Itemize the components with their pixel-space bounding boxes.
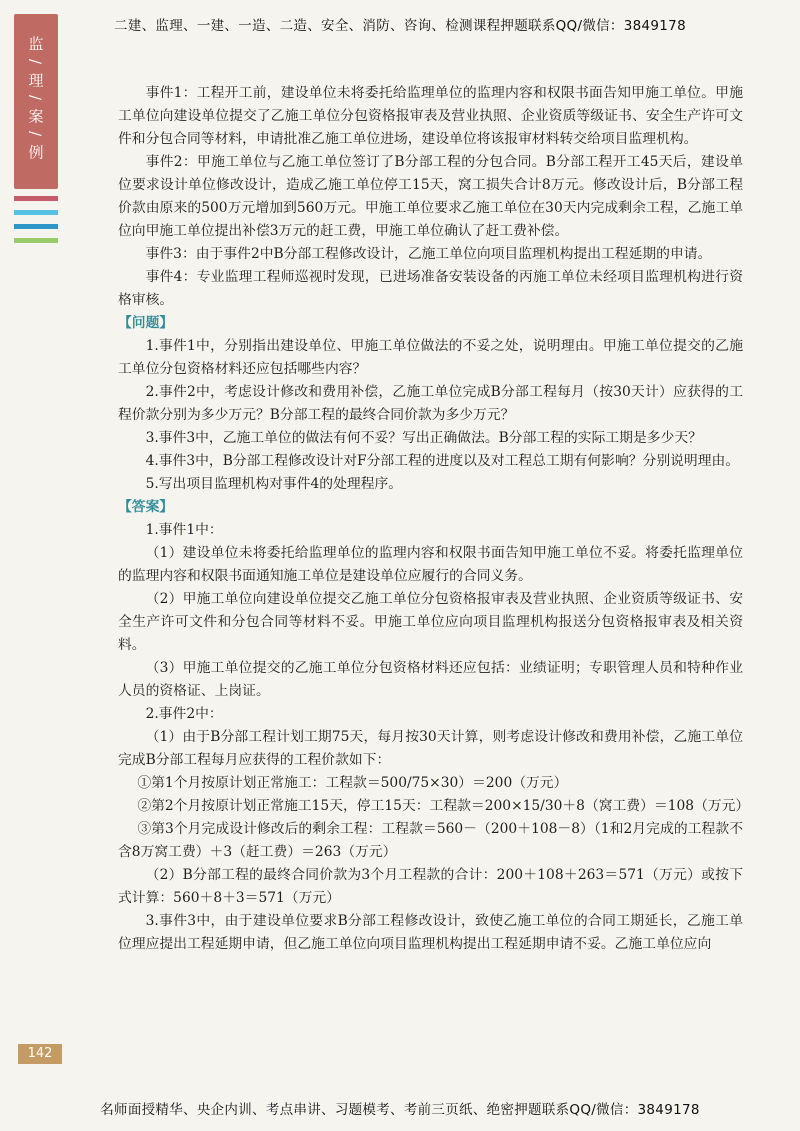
page-number: 142 xyxy=(18,1044,62,1064)
answer-1-title: 1.事件1中： xyxy=(145,522,223,538)
answer-1-item-3: （3）甲施工单位提交的乙施工单位分包资格材料还应包括：业绩证明；专职管理人员和特种作业人员的资格证、上岗证。 xyxy=(118,660,743,699)
event-2: 事件2：甲施工单位与乙施工单位签订了B分部工程的分包合同。B分部工程开工45天后，建设单位要求设计单位修改设计，造成乙施工单位停工15天，窝工损失合计8万元。修改设计后，B分部工程价款由原来的500万元增加到560万元。甲施工单位要求乙施工单位在30天内完成剩余工程，乙施工单位向甲施工单位提出补偿3万元的赶工费，甲施工单位确认了赶工费补偿。 xyxy=(118,154,743,239)
decor-stripe-cyan xyxy=(14,210,58,215)
answer-2-calc-2: ②第2个月按原计划正常施工15天，停工15天：工程款＝200×15/30＋8（窝工费）＝108（万元） xyxy=(137,798,750,814)
decor-stripe-green xyxy=(14,238,58,243)
decor-stripe-blue xyxy=(14,224,58,229)
event-1: 事件1：工程开工前，建设单位未将委托给监理单位的监理内容和权限书面告知甲施工单位。甲施工单位向建设单位提交了乙施工单位分包资格报审表及营业执照、企业资质等级证书、安全生产许可文件和分包合同等材料，申请批准乙施工单位进场，建设单位将该报审材料转交给项目监理机构。 xyxy=(118,85,743,147)
footer-banner: 名师面授精华、央企内训、考点串讲、习题模考、考前三页纸、绝密押题联系QQ/微信：3849178 xyxy=(100,1102,700,1118)
question-5: 5.写出项目监理机构对事件4的处理程序。 xyxy=(145,476,403,492)
answer-2-title: 2.事件2中： xyxy=(145,706,223,722)
answer-3: 3.事件3中，由于建设单位要求B分部工程修改设计，致使乙施工单位的合同工期延长，乙施工单位理应提出工程延期申请，但乙施工单位向项目监理机构提出工程延期申请不妥。乙施工单位应向 xyxy=(118,913,743,952)
answer-2-calc-3: ③第3个月完成设计修改后的剩余工程：工程款＝560－（200＋108－8）（1和2月完成的工程款不含8万窝工费）＋3（赶工费）＝263（万元） xyxy=(118,821,743,860)
question-3: 3.事件3中，乙施工单位的做法有何不妥？写出正确做法。B分部工程的实际工期是多少天？ xyxy=(145,430,702,446)
answer-2-final: （2）B分部工程的最终合同价款为3个月工程款的合计：200＋108＋263＝571（万元）或按下式计算：560＋8＋3＝571（万元） xyxy=(118,867,743,906)
header-banner: 二建、监理、一建、一造、二造、安全、消防、咨询、检测课程押题联系QQ/微信：3849178 xyxy=(114,18,686,34)
question-2: 2.事件2中，考虑设计修改和费用补偿，乙施工单位完成B分部工程每月（按30天计）应获得的工程价款分别为多少万元？B分部工程的最终合同价款为多少万元？ xyxy=(118,384,743,423)
decor-stripe-red xyxy=(14,196,58,201)
question-1: 1.事件1中，分别指出建设单位、甲施工单位做法的不妥之处，说明理由。甲施工单位提交的乙施工单位分包资格材料还应包括哪些内容？ xyxy=(118,338,743,377)
answer-2-intro: （1）由于B分部工程计划工期75天，每月按30天计算，则考虑设计修改和费用补偿，乙施工单位完成B分部工程每月应获得的工程价款如下： xyxy=(118,729,743,768)
side-tab xyxy=(14,14,58,189)
answer-1-item-2: （2）甲施工单位向建设单位提交乙施工单位分包资格报审表及营业执照、企业资质等级证书、安全生产许可文件和分包合同等材料不妥。甲施工单位应向项目监理机构报送分包资格报审表及相关资料。 xyxy=(118,591,743,653)
event-3: 事件3：由于事件2中B分部工程修改设计，乙施工单位向项目监理机构提出工程延期的申请。 xyxy=(145,246,712,262)
answers-heading: 【答案】 xyxy=(118,499,174,515)
event-4: 事件4：专业监理工程师巡视时发现，已进场准备安装设备的丙施工单位未经项目监理机构进行资格审核。 xyxy=(118,269,743,308)
answer-2-calc-1: ①第1个月按原计划正常施工：工程款＝500/75×30）＝200（万元） xyxy=(137,775,568,791)
page-content xyxy=(118,82,750,956)
answer-1-item-1: （1）建设单位未将委托给监理单位的监理内容和权限书面告知甲施工单位不妥。将委托监理单位的监理内容和权限书面通知施工单位是建设单位应履行的合同义务。 xyxy=(118,545,743,584)
questions-heading: 【问题】 xyxy=(118,315,174,331)
side-tab-label: 监/理/案/例 xyxy=(26,35,45,168)
question-4: 4.事件3中，B分部工程修改设计对F分部工程的进度以及对工程总工期有何影响？分别说明理由。 xyxy=(145,453,740,469)
